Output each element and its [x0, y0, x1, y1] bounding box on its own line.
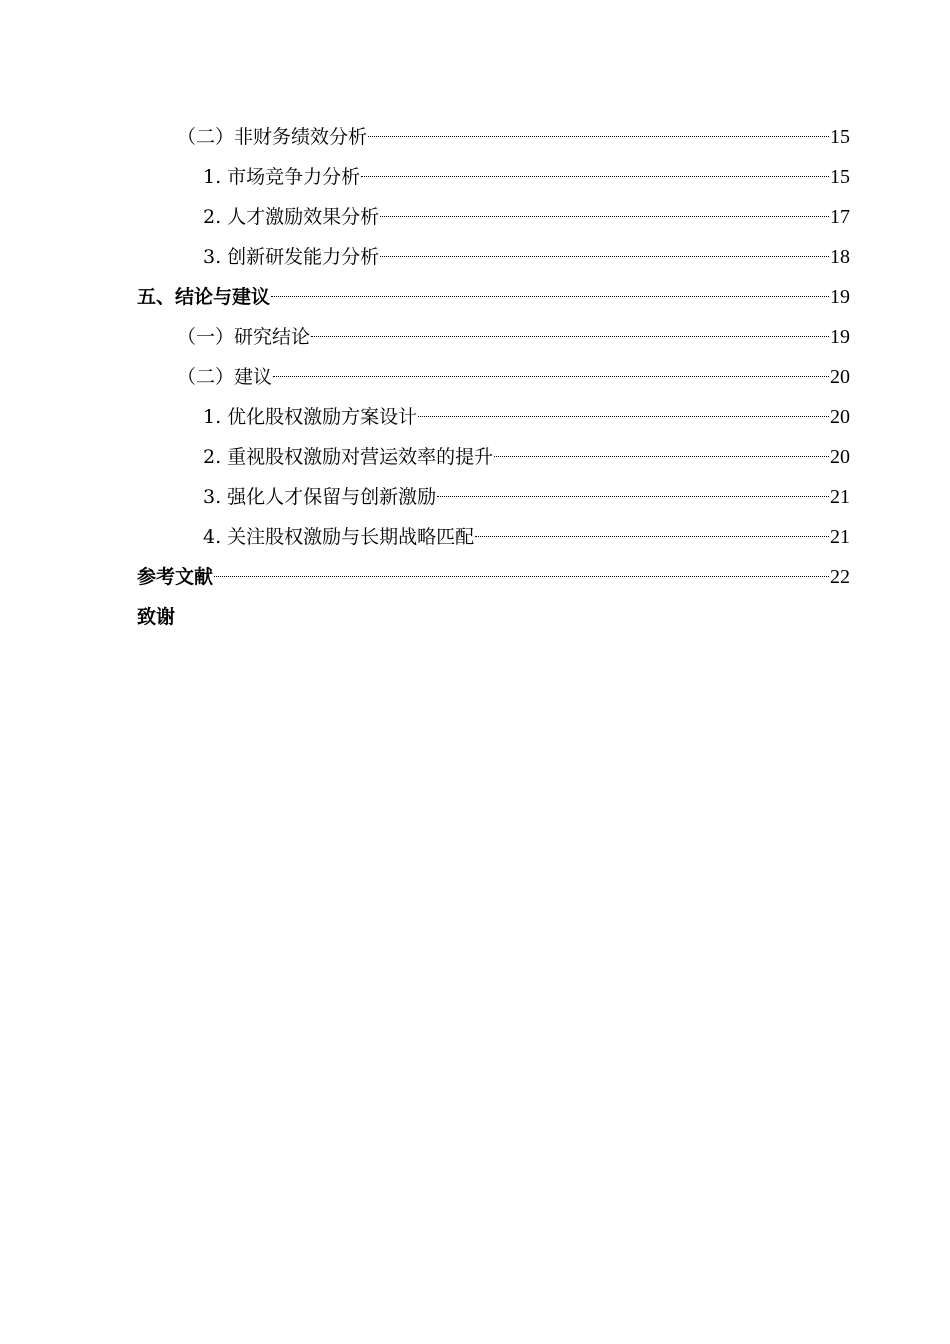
toc-entry-chapter[interactable]	[137, 597, 850, 637]
toc-dot-leader	[271, 296, 829, 297]
toc-entry[interactable]	[137, 237, 850, 277]
toc-entry[interactable]	[137, 157, 850, 197]
toc-dot-leader	[368, 136, 829, 137]
toc-page-number: 15	[830, 166, 850, 188]
toc-entry[interactable]	[137, 197, 850, 237]
toc-entry[interactable]	[137, 117, 850, 157]
table-of-contents	[137, 117, 850, 637]
toc-page-number: 18	[830, 246, 850, 268]
toc-dot-leader	[380, 256, 829, 257]
toc-entry-title: （二）建议	[177, 366, 273, 388]
toc-entry-title: 3. 强化人才保留与创新激励	[203, 486, 437, 508]
toc-entry-title: 3. 创新研发能力分析	[203, 246, 380, 268]
toc-entry-title: 1. 市场竞争力分析	[203, 166, 361, 188]
toc-page-number: 19	[830, 326, 850, 348]
toc-entry-chapter[interactable]	[137, 277, 850, 317]
toc-page-number: 20	[830, 446, 850, 468]
toc-entry-title: 1. 优化股权激励方案设计	[203, 406, 418, 428]
toc-entry[interactable]	[137, 357, 850, 397]
toc-page-number: 21	[830, 486, 850, 508]
toc-dot-leader	[273, 376, 829, 377]
toc-entry-title: 参考文献	[137, 566, 214, 588]
toc-entry-title: 致谢	[137, 606, 176, 628]
toc-page-number: 15	[830, 126, 850, 148]
toc-dot-leader	[437, 496, 829, 497]
toc-entry[interactable]	[137, 437, 850, 477]
toc-page-number: 17	[830, 206, 850, 228]
toc-dot-leader	[380, 216, 829, 217]
toc-dot-leader	[475, 536, 829, 537]
toc-entry[interactable]	[137, 397, 850, 437]
toc-entry-title: （二）非财务绩效分析	[177, 126, 368, 148]
toc-dot-leader	[494, 456, 829, 457]
toc-page-number: 20	[830, 366, 850, 388]
toc-page-number: 22	[830, 566, 850, 588]
toc-entry[interactable]	[137, 477, 850, 517]
toc-page-number: 20	[830, 406, 850, 428]
toc-entry-chapter[interactable]	[137, 557, 850, 597]
toc-dot-leader	[214, 576, 829, 577]
toc-entry-title: 2. 人才激励效果分析	[203, 206, 380, 228]
toc-dot-leader	[311, 336, 829, 337]
toc-entry[interactable]	[137, 317, 850, 357]
toc-page-number: 19	[830, 286, 850, 308]
toc-entry-title: 五、结论与建议	[137, 286, 271, 308]
toc-entry[interactable]	[137, 517, 850, 557]
toc-entry-title: （一）研究结论	[177, 326, 311, 348]
toc-dot-leader	[418, 416, 829, 417]
toc-entry-title: 2. 重视股权激励对营运效率的提升	[203, 446, 494, 468]
toc-dot-leader	[361, 176, 829, 177]
toc-entry-title: 4. 关注股权激励与长期战略匹配	[203, 526, 475, 548]
toc-page-number: 21	[830, 526, 850, 548]
